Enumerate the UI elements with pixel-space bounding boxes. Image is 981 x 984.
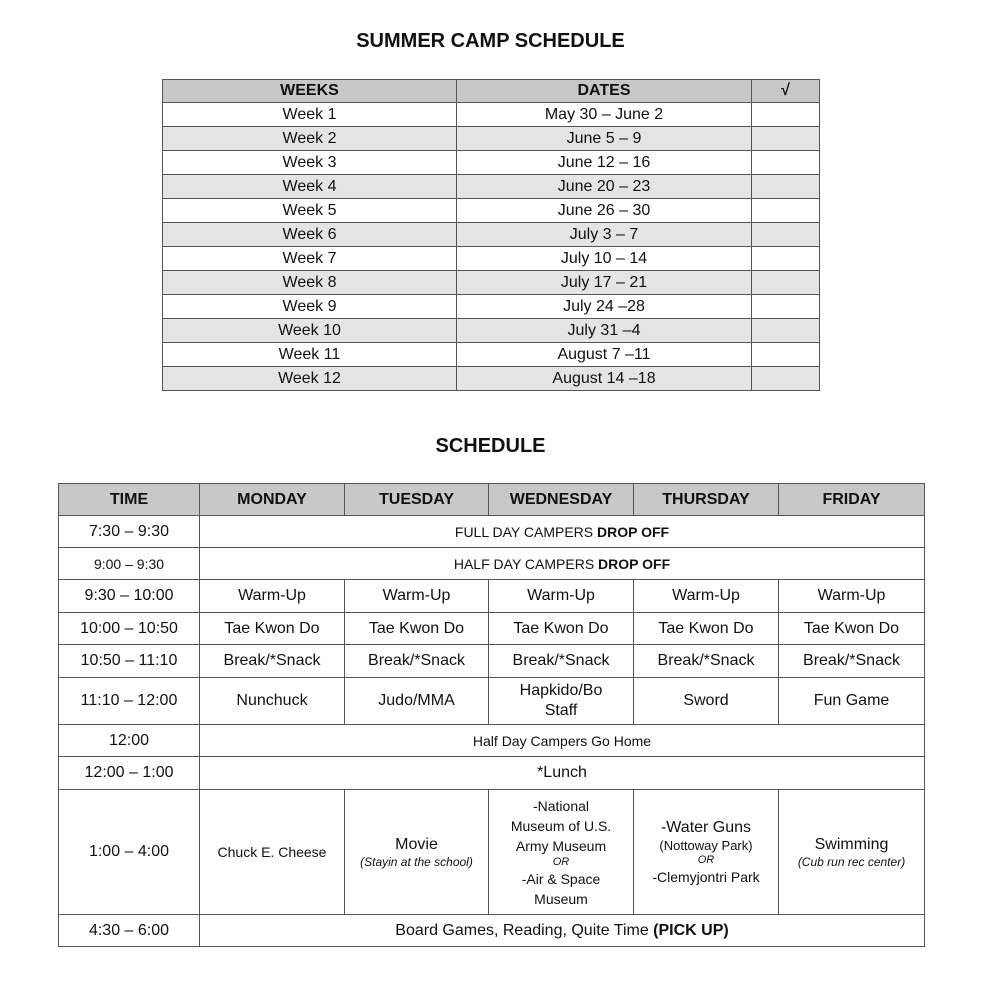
trip-main: Swimming bbox=[814, 835, 889, 853]
page-title: SUMMER CAMP SCHEDULE bbox=[356, 30, 625, 52]
week-cell: Week 9 bbox=[163, 295, 457, 319]
check-cell[interactable] bbox=[752, 103, 820, 127]
trip-line: -Water Guns bbox=[660, 818, 752, 836]
activity-text: HALF DAY CAMPERS bbox=[453, 555, 599, 572]
activity-cell: Break/*Snack bbox=[489, 645, 634, 678]
activity-bold-text: (PICK UP) bbox=[653, 921, 729, 939]
lunch-cell: *Lunch bbox=[200, 757, 925, 790]
full-day-dropoff-cell bbox=[200, 516, 925, 548]
week-row bbox=[163, 247, 820, 271]
week-cell: Week 8 bbox=[163, 271, 457, 295]
trip-or: OR bbox=[552, 855, 570, 868]
activity-bold-text: DROP OFF bbox=[598, 555, 671, 572]
monday-trip-cell: Chuck E. Cheese bbox=[200, 790, 345, 915]
activity-cell: Break/*Snack bbox=[779, 645, 925, 678]
friday-trip-cell bbox=[779, 790, 925, 915]
time-cell: 11:10 – 12:00 bbox=[59, 678, 200, 725]
time-cell: 9:30 – 10:00 bbox=[59, 580, 200, 613]
week-row bbox=[163, 295, 820, 319]
check-cell[interactable] bbox=[752, 223, 820, 247]
trip-line: Army Museum bbox=[515, 837, 607, 854]
trip-line: -National bbox=[532, 797, 590, 814]
activity-cell: Fun Game bbox=[779, 678, 925, 725]
activity-cell: Break/*Snack bbox=[634, 645, 779, 678]
dates-cell: July 24 –28 bbox=[457, 295, 752, 319]
go-home-cell: Half Day Campers Go Home bbox=[200, 725, 925, 757]
schedule-row bbox=[59, 580, 925, 613]
thursday-column-header: THURSDAY bbox=[634, 484, 779, 516]
activity-cell: Tae Kwon Do bbox=[634, 613, 779, 645]
schedule-row bbox=[59, 725, 925, 757]
dates-cell: August 14 –18 bbox=[457, 367, 752, 391]
activity-cell: Hapkido/Bo Staff bbox=[489, 678, 634, 725]
wednesday-trip-cell bbox=[489, 790, 634, 915]
week-row bbox=[163, 271, 820, 295]
trip-note: (Cub run rec center) bbox=[797, 854, 906, 869]
check-cell[interactable] bbox=[752, 367, 820, 391]
trip-line: -Air & Space bbox=[521, 870, 601, 887]
dates-column-header: DATES bbox=[457, 80, 752, 103]
activity-cell: Break/*Snack bbox=[200, 645, 345, 678]
schedule-row bbox=[59, 757, 925, 790]
week-cell: Week 4 bbox=[163, 175, 457, 199]
dates-cell: July 10 – 14 bbox=[457, 247, 752, 271]
time-cell: 9:00 – 9:30 bbox=[59, 548, 200, 580]
check-cell[interactable] bbox=[752, 199, 820, 223]
schedule-row bbox=[59, 678, 925, 725]
activity-cell: Tae Kwon Do bbox=[200, 613, 345, 645]
check-cell[interactable] bbox=[752, 295, 820, 319]
time-cell: 1:00 – 4:00 bbox=[59, 790, 200, 915]
weeks-header-row bbox=[163, 80, 820, 103]
activity-cell: Tae Kwon Do bbox=[345, 613, 489, 645]
schedule-row bbox=[59, 915, 925, 947]
weeks-table bbox=[162, 79, 820, 391]
pickup-cell bbox=[200, 915, 925, 947]
schedule-title: SCHEDULE bbox=[435, 435, 546, 457]
check-cell[interactable] bbox=[752, 271, 820, 295]
trip-or: OR bbox=[697, 853, 715, 866]
schedule-header-row bbox=[59, 484, 925, 516]
weeks-column-header: WEEKS bbox=[163, 80, 457, 103]
wednesday-column-header: WEDNESDAY bbox=[489, 484, 634, 516]
activity-cell: Warm-Up bbox=[489, 580, 634, 613]
check-cell[interactable] bbox=[752, 319, 820, 343]
trip-line: Museum of U.S. bbox=[510, 817, 612, 834]
schedule-row bbox=[59, 516, 925, 548]
week-cell: Week 3 bbox=[163, 151, 457, 175]
week-cell: Week 7 bbox=[163, 247, 457, 271]
trip-line: Museum bbox=[534, 890, 588, 907]
week-row bbox=[163, 319, 820, 343]
week-cell: Week 12 bbox=[163, 367, 457, 391]
trip-main: Movie bbox=[395, 835, 438, 853]
dates-cell: June 12 – 16 bbox=[457, 151, 752, 175]
week-row bbox=[163, 343, 820, 367]
dates-cell: May 30 – June 2 bbox=[457, 103, 752, 127]
trip-sub: (Nottoway Park) bbox=[659, 837, 753, 853]
dates-cell: June 5 – 9 bbox=[457, 127, 752, 151]
activity-bold-text: DROP OFF bbox=[597, 523, 670, 540]
activity-cell: Nunchuck bbox=[200, 678, 345, 725]
schedule-row bbox=[59, 790, 925, 915]
activity-cell: Tae Kwon Do bbox=[489, 613, 634, 645]
schedule-row bbox=[59, 613, 925, 645]
week-cell: Week 6 bbox=[163, 223, 457, 247]
activity-text: Board Games, Reading, Quite Time bbox=[395, 921, 654, 939]
trip-line: -Clemyjontri Park bbox=[652, 868, 760, 885]
time-cell: 7:30 – 9:30 bbox=[59, 516, 200, 548]
dates-cell: June 20 – 23 bbox=[457, 175, 752, 199]
activity-cell: Warm-Up bbox=[345, 580, 489, 613]
week-cell: Week 1 bbox=[163, 103, 457, 127]
activity-cell: Warm-Up bbox=[200, 580, 345, 613]
schedule-row bbox=[59, 548, 925, 580]
tuesday-column-header: TUESDAY bbox=[345, 484, 489, 516]
schedule-table bbox=[58, 483, 925, 947]
check-cell[interactable] bbox=[752, 175, 820, 199]
check-cell[interactable] bbox=[752, 247, 820, 271]
half-day-dropoff-cell bbox=[200, 548, 925, 580]
week-cell: Week 2 bbox=[163, 127, 457, 151]
week-row bbox=[163, 127, 820, 151]
dates-cell: July 3 – 7 bbox=[457, 223, 752, 247]
dates-cell: August 7 –11 bbox=[457, 343, 752, 367]
week-row bbox=[163, 367, 820, 391]
dates-cell: July 31 –4 bbox=[457, 319, 752, 343]
activity-cell: Judo/MMA bbox=[345, 678, 489, 725]
activity-cell: Warm-Up bbox=[779, 580, 925, 613]
trip-note: (Stayin at the school) bbox=[360, 854, 473, 869]
tuesday-trip-cell bbox=[345, 790, 489, 915]
activity-cell: Warm-Up bbox=[634, 580, 779, 613]
week-cell: Week 11 bbox=[163, 343, 457, 367]
time-cell: 4:30 – 6:00 bbox=[59, 915, 200, 947]
friday-column-header: FRIDAY bbox=[779, 484, 925, 516]
week-row bbox=[163, 175, 820, 199]
week-row bbox=[163, 151, 820, 175]
activity-cell: Tae Kwon Do bbox=[779, 613, 925, 645]
monday-column-header: MONDAY bbox=[200, 484, 345, 516]
schedule-row bbox=[59, 645, 925, 678]
check-cell[interactable] bbox=[752, 127, 820, 151]
week-row bbox=[163, 199, 820, 223]
time-cell: 10:50 – 11:10 bbox=[59, 645, 200, 678]
dates-cell: July 17 – 21 bbox=[457, 271, 752, 295]
activity-cell: Break/*Snack bbox=[345, 645, 489, 678]
week-row bbox=[163, 103, 820, 127]
activity-cell: Sword bbox=[634, 678, 779, 725]
time-cell: 10:00 – 10:50 bbox=[59, 613, 200, 645]
week-cell: Week 10 bbox=[163, 319, 457, 343]
thursday-trip-cell bbox=[634, 790, 779, 915]
time-column-header: TIME bbox=[59, 484, 200, 516]
check-cell[interactable] bbox=[752, 343, 820, 367]
check-column-header: √ bbox=[752, 80, 820, 103]
time-cell: 12:00 – 1:00 bbox=[59, 757, 200, 790]
week-cell: Week 5 bbox=[163, 199, 457, 223]
dates-cell: June 26 – 30 bbox=[457, 199, 752, 223]
time-cell: 12:00 bbox=[59, 725, 200, 757]
activity-text: FULL DAY CAMPERS bbox=[454, 523, 598, 540]
week-row bbox=[163, 223, 820, 247]
check-cell[interactable] bbox=[752, 151, 820, 175]
